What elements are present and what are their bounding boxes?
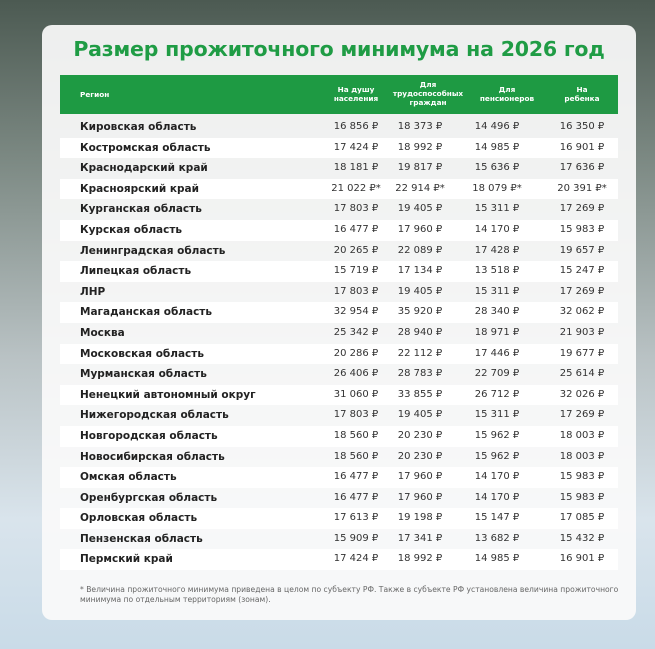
- workers-value: 18 992 ₽: [397, 553, 443, 565]
- pensioners-value: 13 518 ₽: [474, 265, 520, 277]
- per-capita-value: 16 477 ₽: [333, 491, 379, 503]
- children-value: 16 901 ₽: [559, 553, 605, 565]
- children-value: 19 677 ₽: [559, 347, 605, 359]
- workers-value: 17 134 ₽: [397, 265, 443, 277]
- pensioners-value: 15 962 ₽: [474, 429, 520, 441]
- pensioners-value: 15 962 ₽: [474, 450, 520, 462]
- per-capita-value: 32 954 ₽: [333, 306, 379, 318]
- table-row: [60, 158, 618, 179]
- region-name: Курганская область: [80, 203, 202, 216]
- region-name: Ненецкий автономный округ: [80, 388, 256, 401]
- children-value: 20 391 ₽*: [557, 182, 607, 194]
- per-capita-value: 18 181 ₽: [333, 162, 379, 174]
- region-name: Оренбургская область: [80, 491, 218, 504]
- table-row: [60, 282, 618, 303]
- workers-value: 17 341 ₽: [397, 532, 443, 544]
- table-row: [60, 529, 618, 550]
- workers-value: 19 405 ₽: [397, 203, 443, 215]
- pensioners-value: 14 985 ₽: [474, 553, 520, 565]
- region-name: ЛНР: [80, 285, 106, 298]
- pensioners-value: 14 496 ₽: [474, 121, 520, 132]
- children-value: 17 269 ₽: [559, 203, 605, 215]
- per-capita-value: 20 286 ₽: [333, 347, 379, 359]
- workers-value: 22 089 ₽: [397, 244, 443, 256]
- region-name: Омская область: [80, 471, 177, 484]
- table-body: [60, 117, 618, 570]
- children-value: 15 983 ₽: [559, 223, 605, 235]
- region-name: Орловская область: [80, 512, 198, 525]
- table-header: [60, 75, 618, 114]
- children-value: 18 003 ₽: [559, 450, 605, 462]
- pensioners-value: 14 170 ₽: [474, 223, 520, 235]
- workers-value: 22 914 ₽*: [395, 182, 445, 194]
- per-capita-value: 17 803 ₽: [333, 203, 379, 215]
- workers-value: 35 920 ₽: [397, 306, 443, 318]
- footnote: * Величина прожиточного минимума приведена в целом по субъекту РФ. Также в субъекте РФ установлена величина прожиточного минимума по отдельным территориям (зонам).: [80, 585, 619, 604]
- pensioners-value: 28 340 ₽: [474, 306, 520, 318]
- children-value: 18 003 ₽: [559, 429, 605, 441]
- workers-value: 33 855 ₽: [397, 388, 443, 400]
- pensioners-value: 18 971 ₽: [474, 326, 520, 338]
- per-capita-value: 17 424 ₽: [333, 553, 379, 565]
- per-capita-value: 17 424 ₽: [333, 141, 379, 153]
- table-row: [60, 508, 618, 529]
- children-value: 25 614 ₽: [559, 368, 605, 380]
- region-name: Мурманская область: [80, 368, 207, 381]
- pensioners-value: 18 079 ₽*: [472, 182, 522, 194]
- table-row: [60, 405, 618, 426]
- per-capita-value: 17 613 ₽: [333, 512, 379, 524]
- region-name: Новгородская область: [80, 429, 218, 442]
- table-row: [60, 138, 618, 159]
- workers-value: 18 373 ₽: [397, 121, 443, 132]
- header-workers: Для трудоспособных граждан: [392, 80, 464, 107]
- region-name: Новосибирская область: [80, 450, 225, 463]
- workers-value: 19 817 ₽: [397, 162, 443, 174]
- table-row: [60, 447, 618, 468]
- children-value: 17 269 ₽: [559, 285, 605, 297]
- workers-value: 28 940 ₽: [397, 326, 443, 338]
- info-card: [42, 25, 636, 620]
- table-row: [60, 261, 618, 282]
- workers-value: 22 112 ₽: [397, 347, 443, 359]
- table-row: [60, 426, 618, 447]
- children-value: 15 983 ₽: [559, 491, 605, 503]
- table-row: [60, 179, 618, 200]
- per-capita-value: 18 560 ₽: [333, 429, 379, 441]
- pensioners-value: 15 311 ₽: [474, 409, 520, 421]
- region-name: Пермский край: [80, 553, 173, 566]
- region-name: Нижегородская область: [80, 409, 229, 422]
- region-name: Москва: [80, 326, 125, 339]
- workers-value: 19 405 ₽: [397, 285, 443, 297]
- region-name: Костромская область: [80, 141, 211, 154]
- region-name: Курская область: [80, 223, 183, 236]
- pensioners-value: 15 636 ₽: [474, 162, 520, 174]
- page-title: Размер прожиточного минимума на 2026 год: [73, 37, 605, 61]
- per-capita-value: 25 342 ₽: [333, 326, 379, 338]
- table-row: [60, 241, 618, 262]
- region-name: Красноярский край: [80, 182, 199, 195]
- table-row: [60, 467, 618, 488]
- children-value: 32 062 ₽: [559, 306, 605, 318]
- table-row: [60, 302, 618, 323]
- children-value: 16 350 ₽: [559, 121, 605, 132]
- workers-value: 18 992 ₽: [397, 141, 443, 153]
- pensioners-value: 14 985 ₽: [474, 141, 520, 153]
- region-name: Липецкая область: [80, 265, 192, 278]
- children-value: 21 903 ₽: [559, 326, 605, 338]
- table-row: [60, 199, 618, 220]
- workers-value: 17 960 ₽: [397, 471, 443, 483]
- table-row: [60, 385, 618, 406]
- region-name: Кировская область: [80, 121, 197, 133]
- header-pensioners: Для пенсионеров: [479, 85, 535, 103]
- per-capita-value: 21 022 ₽*: [331, 182, 381, 194]
- header-region: Регион: [80, 90, 110, 99]
- children-value: 15 247 ₽: [559, 265, 605, 277]
- per-capita-value: 17 803 ₽: [333, 285, 379, 297]
- region-name: Магаданская область: [80, 306, 213, 319]
- pensioners-value: 15 311 ₽: [474, 203, 520, 215]
- table-row: [60, 549, 618, 570]
- table-row: [60, 488, 618, 509]
- per-capita-value: 15 719 ₽: [333, 265, 379, 277]
- children-value: 17 269 ₽: [559, 409, 605, 421]
- header-per-capita: На душу населения: [333, 85, 379, 103]
- children-value: 15 432 ₽: [559, 532, 605, 544]
- per-capita-value: 15 909 ₽: [333, 532, 379, 544]
- per-capita-value: 31 060 ₽: [333, 388, 379, 400]
- per-capita-value: 16 477 ₽: [333, 471, 379, 483]
- pensioners-value: 15 311 ₽: [474, 285, 520, 297]
- table-row: [60, 220, 618, 241]
- region-name: Пензенская область: [80, 532, 203, 545]
- children-value: 19 657 ₽: [559, 244, 605, 256]
- table-row: [60, 344, 618, 365]
- per-capita-value: 26 406 ₽: [333, 368, 379, 380]
- workers-value: 20 230 ₽: [397, 450, 443, 462]
- workers-value: 17 960 ₽: [397, 223, 443, 235]
- header-children: На ребенка: [564, 85, 600, 103]
- pensioners-value: 26 712 ₽: [474, 388, 520, 400]
- pensioners-value: 17 428 ₽: [474, 244, 520, 256]
- per-capita-value: 16 856 ₽: [333, 121, 379, 132]
- workers-value: 20 230 ₽: [397, 429, 443, 441]
- table-row: [60, 117, 618, 138]
- per-capita-value: 20 265 ₽: [333, 244, 379, 256]
- children-value: 17 636 ₽: [559, 162, 605, 174]
- children-value: 15 983 ₽: [559, 471, 605, 483]
- workers-value: 28 783 ₽: [397, 368, 443, 380]
- pensioners-value: 14 170 ₽: [474, 491, 520, 503]
- per-capita-value: 18 560 ₽: [333, 450, 379, 462]
- pensioners-value: 13 682 ₽: [474, 532, 520, 544]
- workers-value: 19 198 ₽: [397, 512, 443, 524]
- table-row: [60, 364, 618, 385]
- region-name: Ленинградская область: [80, 244, 226, 257]
- children-value: 17 085 ₽: [559, 512, 605, 524]
- workers-value: 19 405 ₽: [397, 409, 443, 421]
- region-name: Краснодарский край: [80, 162, 208, 175]
- pensioners-value: 14 170 ₽: [474, 471, 520, 483]
- pensioners-value: 15 147 ₽: [474, 512, 520, 524]
- pensioners-value: 17 446 ₽: [474, 347, 520, 359]
- region-name: Московская область: [80, 347, 204, 360]
- per-capita-value: 17 803 ₽: [333, 409, 379, 421]
- children-value: 16 901 ₽: [559, 141, 605, 153]
- per-capita-value: 16 477 ₽: [333, 223, 379, 235]
- workers-value: 17 960 ₽: [397, 491, 443, 503]
- table-row: [60, 323, 618, 344]
- pensioners-value: 22 709 ₽: [474, 368, 520, 380]
- children-value: 32 026 ₽: [559, 388, 605, 400]
